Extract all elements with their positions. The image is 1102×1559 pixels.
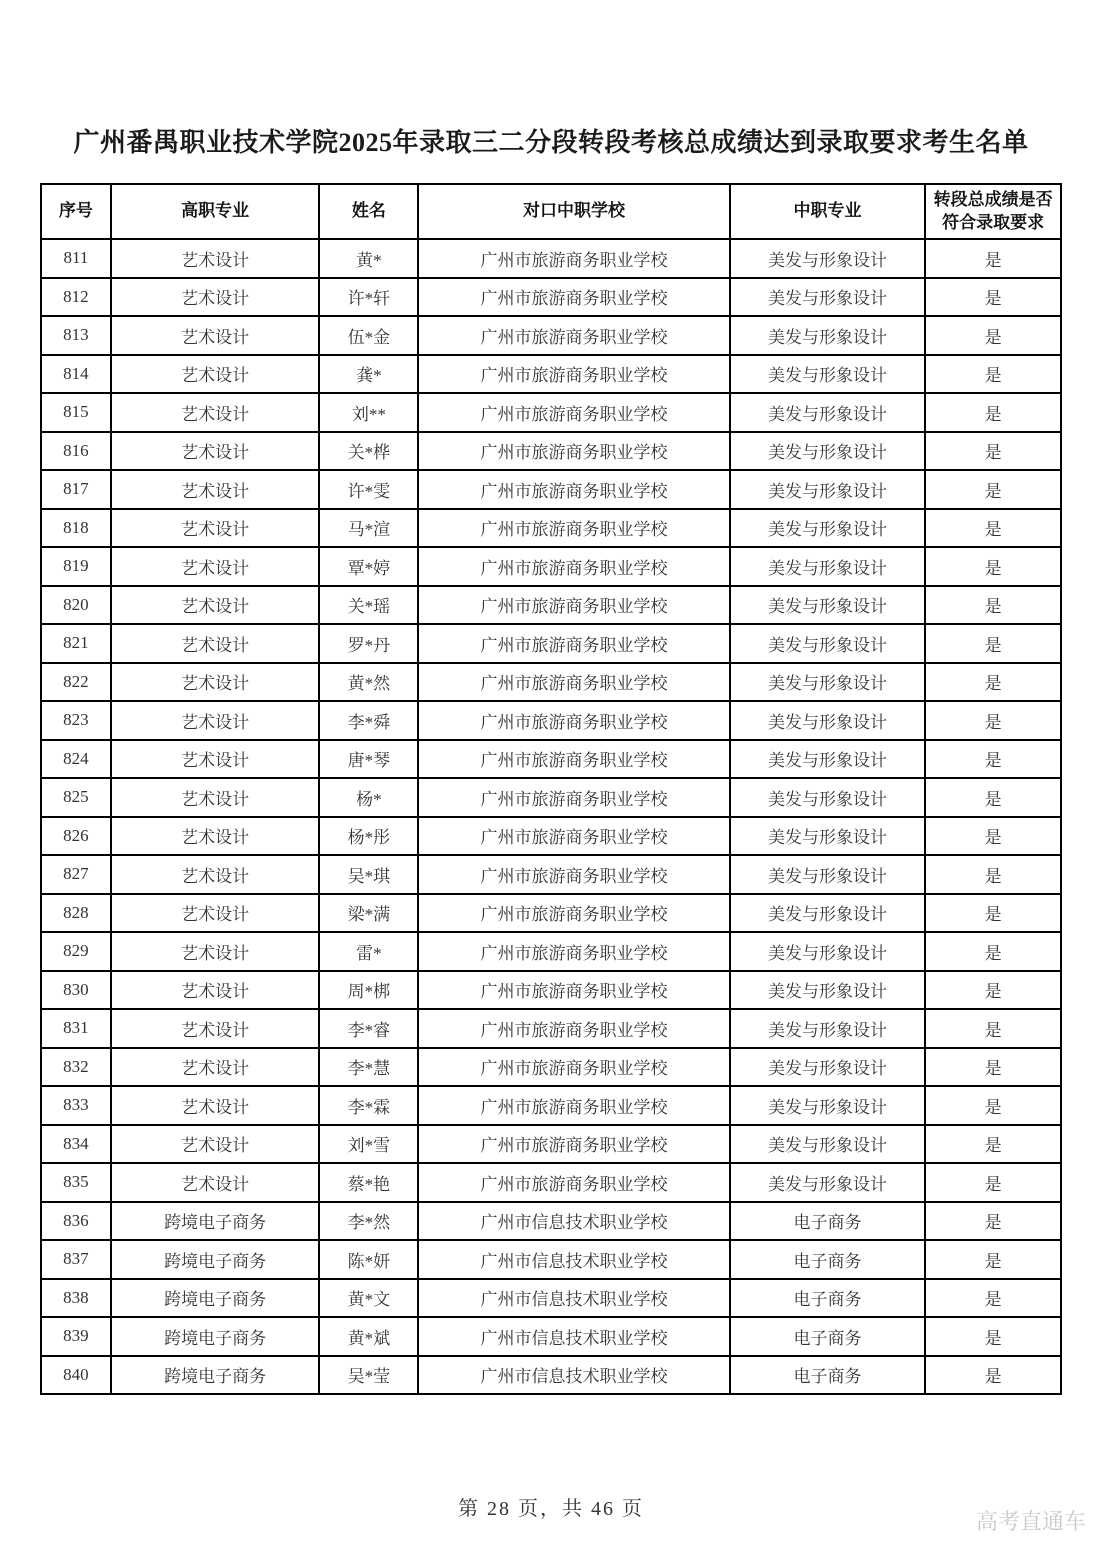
cell-secondary-school: 广州市信息技术职业学校 xyxy=(418,1240,729,1279)
cell-meets-requirement: 是 xyxy=(925,509,1061,548)
cell-secondary-major: 美发与形象设计 xyxy=(730,971,926,1010)
cell-name: 许*轩 xyxy=(319,278,418,317)
cell-meets-requirement: 是 xyxy=(925,701,1061,740)
page-number: 第 28 页，共 46 页 xyxy=(458,1498,644,1520)
cell-college-major: 艺术设计 xyxy=(111,971,320,1010)
cell-meets-requirement: 是 xyxy=(925,239,1061,278)
table-row xyxy=(41,1279,1061,1318)
cell-meets-requirement: 是 xyxy=(925,547,1061,586)
table-row xyxy=(41,1202,1061,1241)
cell-secondary-school: 广州市旅游商务职业学校 xyxy=(418,817,729,856)
cell-name: 陈*妍 xyxy=(319,1240,418,1279)
cell-meets-requirement: 是 xyxy=(925,817,1061,856)
cell-college-major: 艺术设计 xyxy=(111,663,320,702)
table-row xyxy=(41,470,1061,509)
cell-name: 刘** xyxy=(319,393,418,432)
table-row xyxy=(41,894,1061,933)
cell-secondary-major: 电子商务 xyxy=(730,1356,926,1395)
cell-seq-no: 839 xyxy=(41,1317,111,1356)
cell-secondary-school: 广州市旅游商务职业学校 xyxy=(418,624,729,663)
cell-seq-no: 821 xyxy=(41,624,111,663)
cell-college-major: 艺术设计 xyxy=(111,701,320,740)
cell-secondary-school: 广州市旅游商务职业学校 xyxy=(418,740,729,779)
cell-seq-no: 838 xyxy=(41,1279,111,1318)
cell-college-major: 艺术设计 xyxy=(111,316,320,355)
cell-secondary-major: 美发与形象设计 xyxy=(730,355,926,394)
cell-college-major: 艺术设计 xyxy=(111,239,320,278)
cell-meets-requirement: 是 xyxy=(925,624,1061,663)
cell-seq-no: 817 xyxy=(41,470,111,509)
cell-name: 杨*彤 xyxy=(319,817,418,856)
table-row xyxy=(41,239,1061,278)
cell-college-major: 跨境电子商务 xyxy=(111,1317,320,1356)
table-row xyxy=(41,1240,1061,1279)
cell-secondary-major: 电子商务 xyxy=(730,1317,926,1356)
cell-seq-no: 822 xyxy=(41,663,111,702)
table-row xyxy=(41,778,1061,817)
cell-seq-no: 813 xyxy=(41,316,111,355)
table-row xyxy=(41,586,1061,625)
cell-secondary-school: 广州市旅游商务职业学校 xyxy=(418,278,729,317)
cell-name: 梁*满 xyxy=(319,894,418,933)
cell-secondary-school: 广州市旅游商务职业学校 xyxy=(418,778,729,817)
table-row xyxy=(41,1356,1061,1395)
cell-secondary-major: 美发与形象设计 xyxy=(730,624,926,663)
cell-meets-requirement: 是 xyxy=(925,316,1061,355)
cell-meets-requirement: 是 xyxy=(925,1240,1061,1279)
cell-secondary-school: 广州市旅游商务职业学校 xyxy=(418,701,729,740)
cell-name: 周*梆 xyxy=(319,971,418,1010)
cell-secondary-school: 广州市旅游商务职业学校 xyxy=(418,470,729,509)
cell-name: 伍*金 xyxy=(319,316,418,355)
table-header-row xyxy=(41,184,1061,239)
table-row xyxy=(41,278,1061,317)
cell-college-major: 艺术设计 xyxy=(111,1163,320,1202)
cell-seq-no: 826 xyxy=(41,817,111,856)
cell-seq-no: 819 xyxy=(41,547,111,586)
cell-seq-no: 825 xyxy=(41,778,111,817)
cell-name: 李*慧 xyxy=(319,1048,418,1087)
cell-meets-requirement: 是 xyxy=(925,432,1061,471)
table-row xyxy=(41,855,1061,894)
cell-college-major: 艺术设计 xyxy=(111,586,320,625)
cell-secondary-major: 美发与形象设计 xyxy=(730,778,926,817)
cell-meets-requirement: 是 xyxy=(925,932,1061,971)
cell-secondary-major: 美发与形象设计 xyxy=(730,278,926,317)
cell-meets-requirement: 是 xyxy=(925,1317,1061,1356)
cell-secondary-school: 广州市旅游商务职业学校 xyxy=(418,855,729,894)
table-row xyxy=(41,1125,1061,1164)
cell-meets-requirement: 是 xyxy=(925,1202,1061,1241)
cell-meets-requirement: 是 xyxy=(925,894,1061,933)
cell-college-major: 艺术设计 xyxy=(111,1125,320,1164)
cell-meets-requirement: 是 xyxy=(925,278,1061,317)
cell-name: 李*舜 xyxy=(319,701,418,740)
cell-seq-no: 829 xyxy=(41,932,111,971)
cell-college-major: 艺术设计 xyxy=(111,740,320,779)
cell-secondary-major: 美发与形象设计 xyxy=(730,509,926,548)
cell-seq-no: 833 xyxy=(41,1086,111,1125)
cell-name: 马*渲 xyxy=(319,509,418,548)
table-row xyxy=(41,547,1061,586)
page-title: 广州番禺职业技术学院2025年录取三二分段转段考核总成绩达到录取要求考生名单 xyxy=(73,128,1029,157)
cell-college-major: 艺术设计 xyxy=(111,393,320,432)
cell-seq-no: 824 xyxy=(41,740,111,779)
cell-seq-no: 830 xyxy=(41,971,111,1010)
column-header: 中职专业 xyxy=(730,184,926,239)
cell-name: 覃*婷 xyxy=(319,547,418,586)
cell-secondary-school: 广州市旅游商务职业学校 xyxy=(418,509,729,548)
cell-secondary-major: 美发与形象设计 xyxy=(730,1163,926,1202)
table-row xyxy=(41,663,1061,702)
cell-name: 罗*丹 xyxy=(319,624,418,663)
cell-name: 黄*斌 xyxy=(319,1317,418,1356)
table-row xyxy=(41,509,1061,548)
table-row xyxy=(41,817,1061,856)
cell-name: 雷* xyxy=(319,932,418,971)
cell-secondary-major: 美发与形象设计 xyxy=(730,316,926,355)
cell-college-major: 艺术设计 xyxy=(111,547,320,586)
cell-secondary-school: 广州市旅游商务职业学校 xyxy=(418,932,729,971)
cell-secondary-major: 美发与形象设计 xyxy=(730,239,926,278)
cell-secondary-school: 广州市旅游商务职业学校 xyxy=(418,1163,729,1202)
table-header xyxy=(41,184,1061,239)
cell-meets-requirement: 是 xyxy=(925,971,1061,1010)
cell-seq-no: 811 xyxy=(41,239,111,278)
cell-meets-requirement: 是 xyxy=(925,586,1061,625)
cell-seq-no: 837 xyxy=(41,1240,111,1279)
table-body xyxy=(41,239,1061,1394)
cell-name: 杨* xyxy=(319,778,418,817)
cell-name: 黄* xyxy=(319,239,418,278)
cell-secondary-school: 广州市旅游商务职业学校 xyxy=(418,1009,729,1048)
cell-college-major: 艺术设计 xyxy=(111,932,320,971)
cell-seq-no: 815 xyxy=(41,393,111,432)
cell-seq-no: 827 xyxy=(41,855,111,894)
cell-college-major: 跨境电子商务 xyxy=(111,1202,320,1241)
cell-name: 吴*莹 xyxy=(319,1356,418,1395)
cell-name: 关*桦 xyxy=(319,432,418,471)
cell-seq-no: 832 xyxy=(41,1048,111,1087)
cell-secondary-school: 广州市旅游商务职业学校 xyxy=(418,663,729,702)
cell-college-major: 艺术设计 xyxy=(111,624,320,663)
cell-meets-requirement: 是 xyxy=(925,1356,1061,1395)
cell-meets-requirement: 是 xyxy=(925,1009,1061,1048)
cell-meets-requirement: 是 xyxy=(925,393,1061,432)
cell-seq-no: 812 xyxy=(41,278,111,317)
cell-name: 黄*文 xyxy=(319,1279,418,1318)
cell-secondary-school: 广州市旅游商务职业学校 xyxy=(418,239,729,278)
watermark: 高考直通车 xyxy=(975,1509,1086,1534)
cell-meets-requirement: 是 xyxy=(925,1163,1061,1202)
cell-name: 蔡*艳 xyxy=(319,1163,418,1202)
cell-meets-requirement: 是 xyxy=(925,1125,1061,1164)
cell-seq-no: 836 xyxy=(41,1202,111,1241)
cell-college-major: 跨境电子商务 xyxy=(111,1240,320,1279)
cell-college-major: 跨境电子商务 xyxy=(111,1356,320,1395)
cell-secondary-school: 广州市旅游商务职业学校 xyxy=(418,894,729,933)
cell-seq-no: 828 xyxy=(41,894,111,933)
cell-secondary-major: 美发与形象设计 xyxy=(730,432,926,471)
cell-seq-no: 820 xyxy=(41,586,111,625)
cell-secondary-major: 电子商务 xyxy=(730,1240,926,1279)
cell-secondary-major: 美发与形象设计 xyxy=(730,855,926,894)
cell-college-major: 艺术设计 xyxy=(111,432,320,471)
cell-name: 李*霖 xyxy=(319,1086,418,1125)
cell-name: 龚* xyxy=(319,355,418,394)
cell-secondary-school: 广州市旅游商务职业学校 xyxy=(418,1125,729,1164)
cell-seq-no: 816 xyxy=(41,432,111,471)
cell-secondary-school: 广州市旅游商务职业学校 xyxy=(418,1048,729,1087)
cell-name: 黄*然 xyxy=(319,663,418,702)
cell-meets-requirement: 是 xyxy=(925,740,1061,779)
cell-name: 李*睿 xyxy=(319,1009,418,1048)
cell-seq-no: 814 xyxy=(41,355,111,394)
cell-college-major: 艺术设计 xyxy=(111,817,320,856)
table-row xyxy=(41,1163,1061,1202)
cell-secondary-school: 广州市信息技术职业学校 xyxy=(418,1356,729,1395)
table-row xyxy=(41,1009,1061,1048)
cell-meets-requirement: 是 xyxy=(925,470,1061,509)
cell-secondary-school: 广州市旅游商务职业学校 xyxy=(418,586,729,625)
cell-secondary-major: 美发与形象设计 xyxy=(730,817,926,856)
cell-secondary-school: 广州市旅游商务职业学校 xyxy=(418,971,729,1010)
cell-secondary-school: 广州市旅游商务职业学校 xyxy=(418,393,729,432)
cell-college-major: 艺术设计 xyxy=(111,1086,320,1125)
cell-secondary-major: 美发与形象设计 xyxy=(730,1009,926,1048)
cell-secondary-major: 美发与形象设计 xyxy=(730,663,926,702)
cell-name: 吴*琪 xyxy=(319,855,418,894)
cell-name: 许*雯 xyxy=(319,470,418,509)
cell-secondary-major: 美发与形象设计 xyxy=(730,701,926,740)
cell-seq-no: 840 xyxy=(41,1356,111,1395)
cell-college-major: 艺术设计 xyxy=(111,778,320,817)
cell-meets-requirement: 是 xyxy=(925,1086,1061,1125)
cell-secondary-major: 美发与形象设计 xyxy=(730,393,926,432)
table-row xyxy=(41,1086,1061,1125)
cell-college-major: 艺术设计 xyxy=(111,509,320,548)
table-row xyxy=(41,1048,1061,1087)
cell-secondary-school: 广州市旅游商务职业学校 xyxy=(418,547,729,586)
table-row xyxy=(41,971,1061,1010)
column-header: 转段总成绩是否符合录取要求 xyxy=(925,184,1061,239)
cell-meets-requirement: 是 xyxy=(925,778,1061,817)
cell-college-major: 艺术设计 xyxy=(111,470,320,509)
table-row xyxy=(41,701,1061,740)
cell-secondary-school: 广州市旅游商务职业学校 xyxy=(418,316,729,355)
cell-secondary-major: 美发与形象设计 xyxy=(730,1048,926,1087)
cell-secondary-major: 美发与形象设计 xyxy=(730,1125,926,1164)
cell-secondary-major: 美发与形象设计 xyxy=(730,932,926,971)
cell-college-major: 艺术设计 xyxy=(111,355,320,394)
table-row xyxy=(41,740,1061,779)
cell-name: 刘*雪 xyxy=(319,1125,418,1164)
cell-name: 唐*琴 xyxy=(319,740,418,779)
table-row xyxy=(41,355,1061,394)
cell-college-major: 跨境电子商务 xyxy=(111,1279,320,1318)
table-row xyxy=(41,1317,1061,1356)
cell-secondary-major: 电子商务 xyxy=(730,1279,926,1318)
cell-seq-no: 835 xyxy=(41,1163,111,1202)
cell-secondary-major: 美发与形象设计 xyxy=(730,547,926,586)
cell-college-major: 艺术设计 xyxy=(111,855,320,894)
cell-college-major: 艺术设计 xyxy=(111,894,320,933)
cell-college-major: 艺术设计 xyxy=(111,278,320,317)
admission-roster-table xyxy=(40,183,1062,1395)
cell-secondary-school: 广州市旅游商务职业学校 xyxy=(418,432,729,471)
cell-meets-requirement: 是 xyxy=(925,1048,1061,1087)
column-header: 高职专业 xyxy=(111,184,320,239)
column-header: 对口中职学校 xyxy=(418,184,729,239)
cell-meets-requirement: 是 xyxy=(925,1279,1061,1318)
table-row xyxy=(41,432,1061,471)
cell-secondary-school: 广州市旅游商务职业学校 xyxy=(418,355,729,394)
cell-secondary-school: 广州市信息技术职业学校 xyxy=(418,1279,729,1318)
table-row xyxy=(41,393,1061,432)
cell-name: 关*瑶 xyxy=(319,586,418,625)
cell-seq-no: 831 xyxy=(41,1009,111,1048)
cell-secondary-school: 广州市旅游商务职业学校 xyxy=(418,1086,729,1125)
cell-meets-requirement: 是 xyxy=(925,355,1061,394)
cell-seq-no: 834 xyxy=(41,1125,111,1164)
cell-meets-requirement: 是 xyxy=(925,855,1061,894)
cell-meets-requirement: 是 xyxy=(925,663,1061,702)
table-row xyxy=(41,932,1061,971)
cell-secondary-school: 广州市信息技术职业学校 xyxy=(418,1317,729,1356)
cell-secondary-major: 美发与形象设计 xyxy=(730,894,926,933)
cell-secondary-major: 电子商务 xyxy=(730,1202,926,1241)
cell-college-major: 艺术设计 xyxy=(111,1009,320,1048)
cell-secondary-major: 美发与形象设计 xyxy=(730,586,926,625)
cell-secondary-major: 美发与形象设计 xyxy=(730,470,926,509)
cell-secondary-school: 广州市信息技术职业学校 xyxy=(418,1202,729,1241)
column-header: 序号 xyxy=(41,184,111,239)
cell-name: 李*然 xyxy=(319,1202,418,1241)
cell-secondary-major: 美发与形象设计 xyxy=(730,740,926,779)
cell-college-major: 艺术设计 xyxy=(111,1048,320,1087)
cell-secondary-major: 美发与形象设计 xyxy=(730,1086,926,1125)
cell-seq-no: 818 xyxy=(41,509,111,548)
table-row xyxy=(41,624,1061,663)
table-row xyxy=(41,316,1061,355)
cell-seq-no: 823 xyxy=(41,701,111,740)
column-header: 姓名 xyxy=(319,184,418,239)
